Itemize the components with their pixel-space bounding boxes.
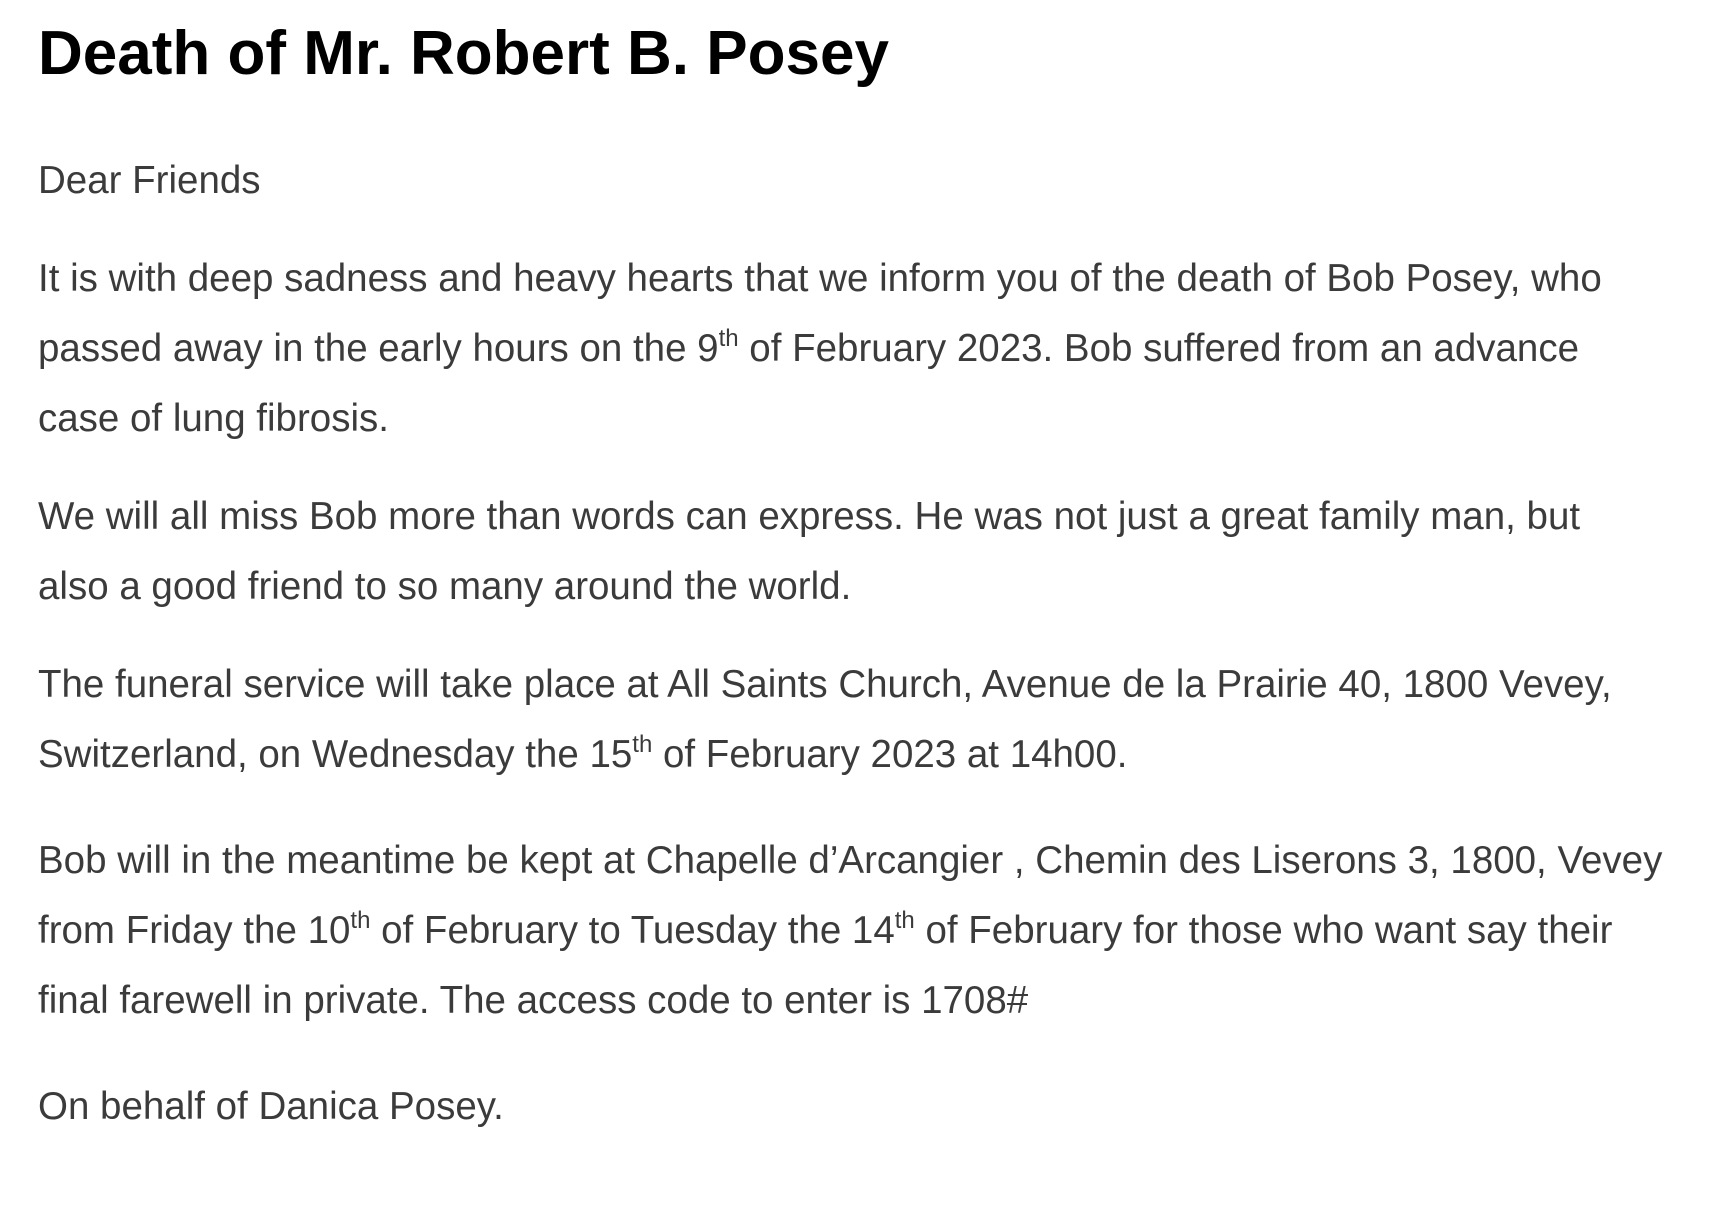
text-line: Bob will in the meantime be kept at Chapelle d’Arcangier , Chemin des Liserons 3, 1800, Vevey <box>38 839 1663 882</box>
text-line: Switzerland, on Wednesday the 15th of February 2023 at 14h00. <box>38 731 1128 776</box>
text-line: case of lung fibrosis. <box>38 397 389 440</box>
text-line: passed away in the early hours on the 9th of February 2023. Bob suffered from an advance <box>38 325 1579 370</box>
paragraph-tribute <box>38 482 1706 622</box>
text-line: from Friday the 10th of February to Tuesday the 14th of February for those who want say their <box>38 907 1613 952</box>
document-body <box>38 146 1706 1142</box>
ordinal-suffix: th <box>632 731 653 758</box>
ordinal-suffix: th <box>350 907 371 934</box>
ordinal-suffix: th <box>894 907 915 934</box>
ordinal-suffix: th <box>718 325 739 352</box>
text-line: On behalf of Danica Posey. <box>38 1085 504 1128</box>
text-line: We will all miss Bob more than words can express. He was not just a great family man, but <box>38 495 1581 538</box>
paragraph-salutation <box>38 146 1706 216</box>
paragraph-funeral-service <box>38 650 1706 790</box>
paragraph-signature <box>38 1072 1706 1142</box>
text-line: final farewell in private. The access code to enter is 1708# <box>38 979 1029 1022</box>
paragraph-viewing-details <box>38 826 1706 1036</box>
text-line: also a good friend to so many around the world. <box>38 565 852 608</box>
text-line: Dear Friends <box>38 159 261 202</box>
paragraph-announcement <box>38 244 1706 454</box>
document-title: Death of Mr. Robert B. Posey <box>38 19 889 88</box>
text-line: It is with deep sadness and heavy hearts that we inform you of the death of Bob Posey, who <box>38 257 1602 300</box>
text-line: The funeral service will take place at All Saints Church, Avenue de la Prairie 40, 1800 Vevey, <box>38 663 1612 706</box>
